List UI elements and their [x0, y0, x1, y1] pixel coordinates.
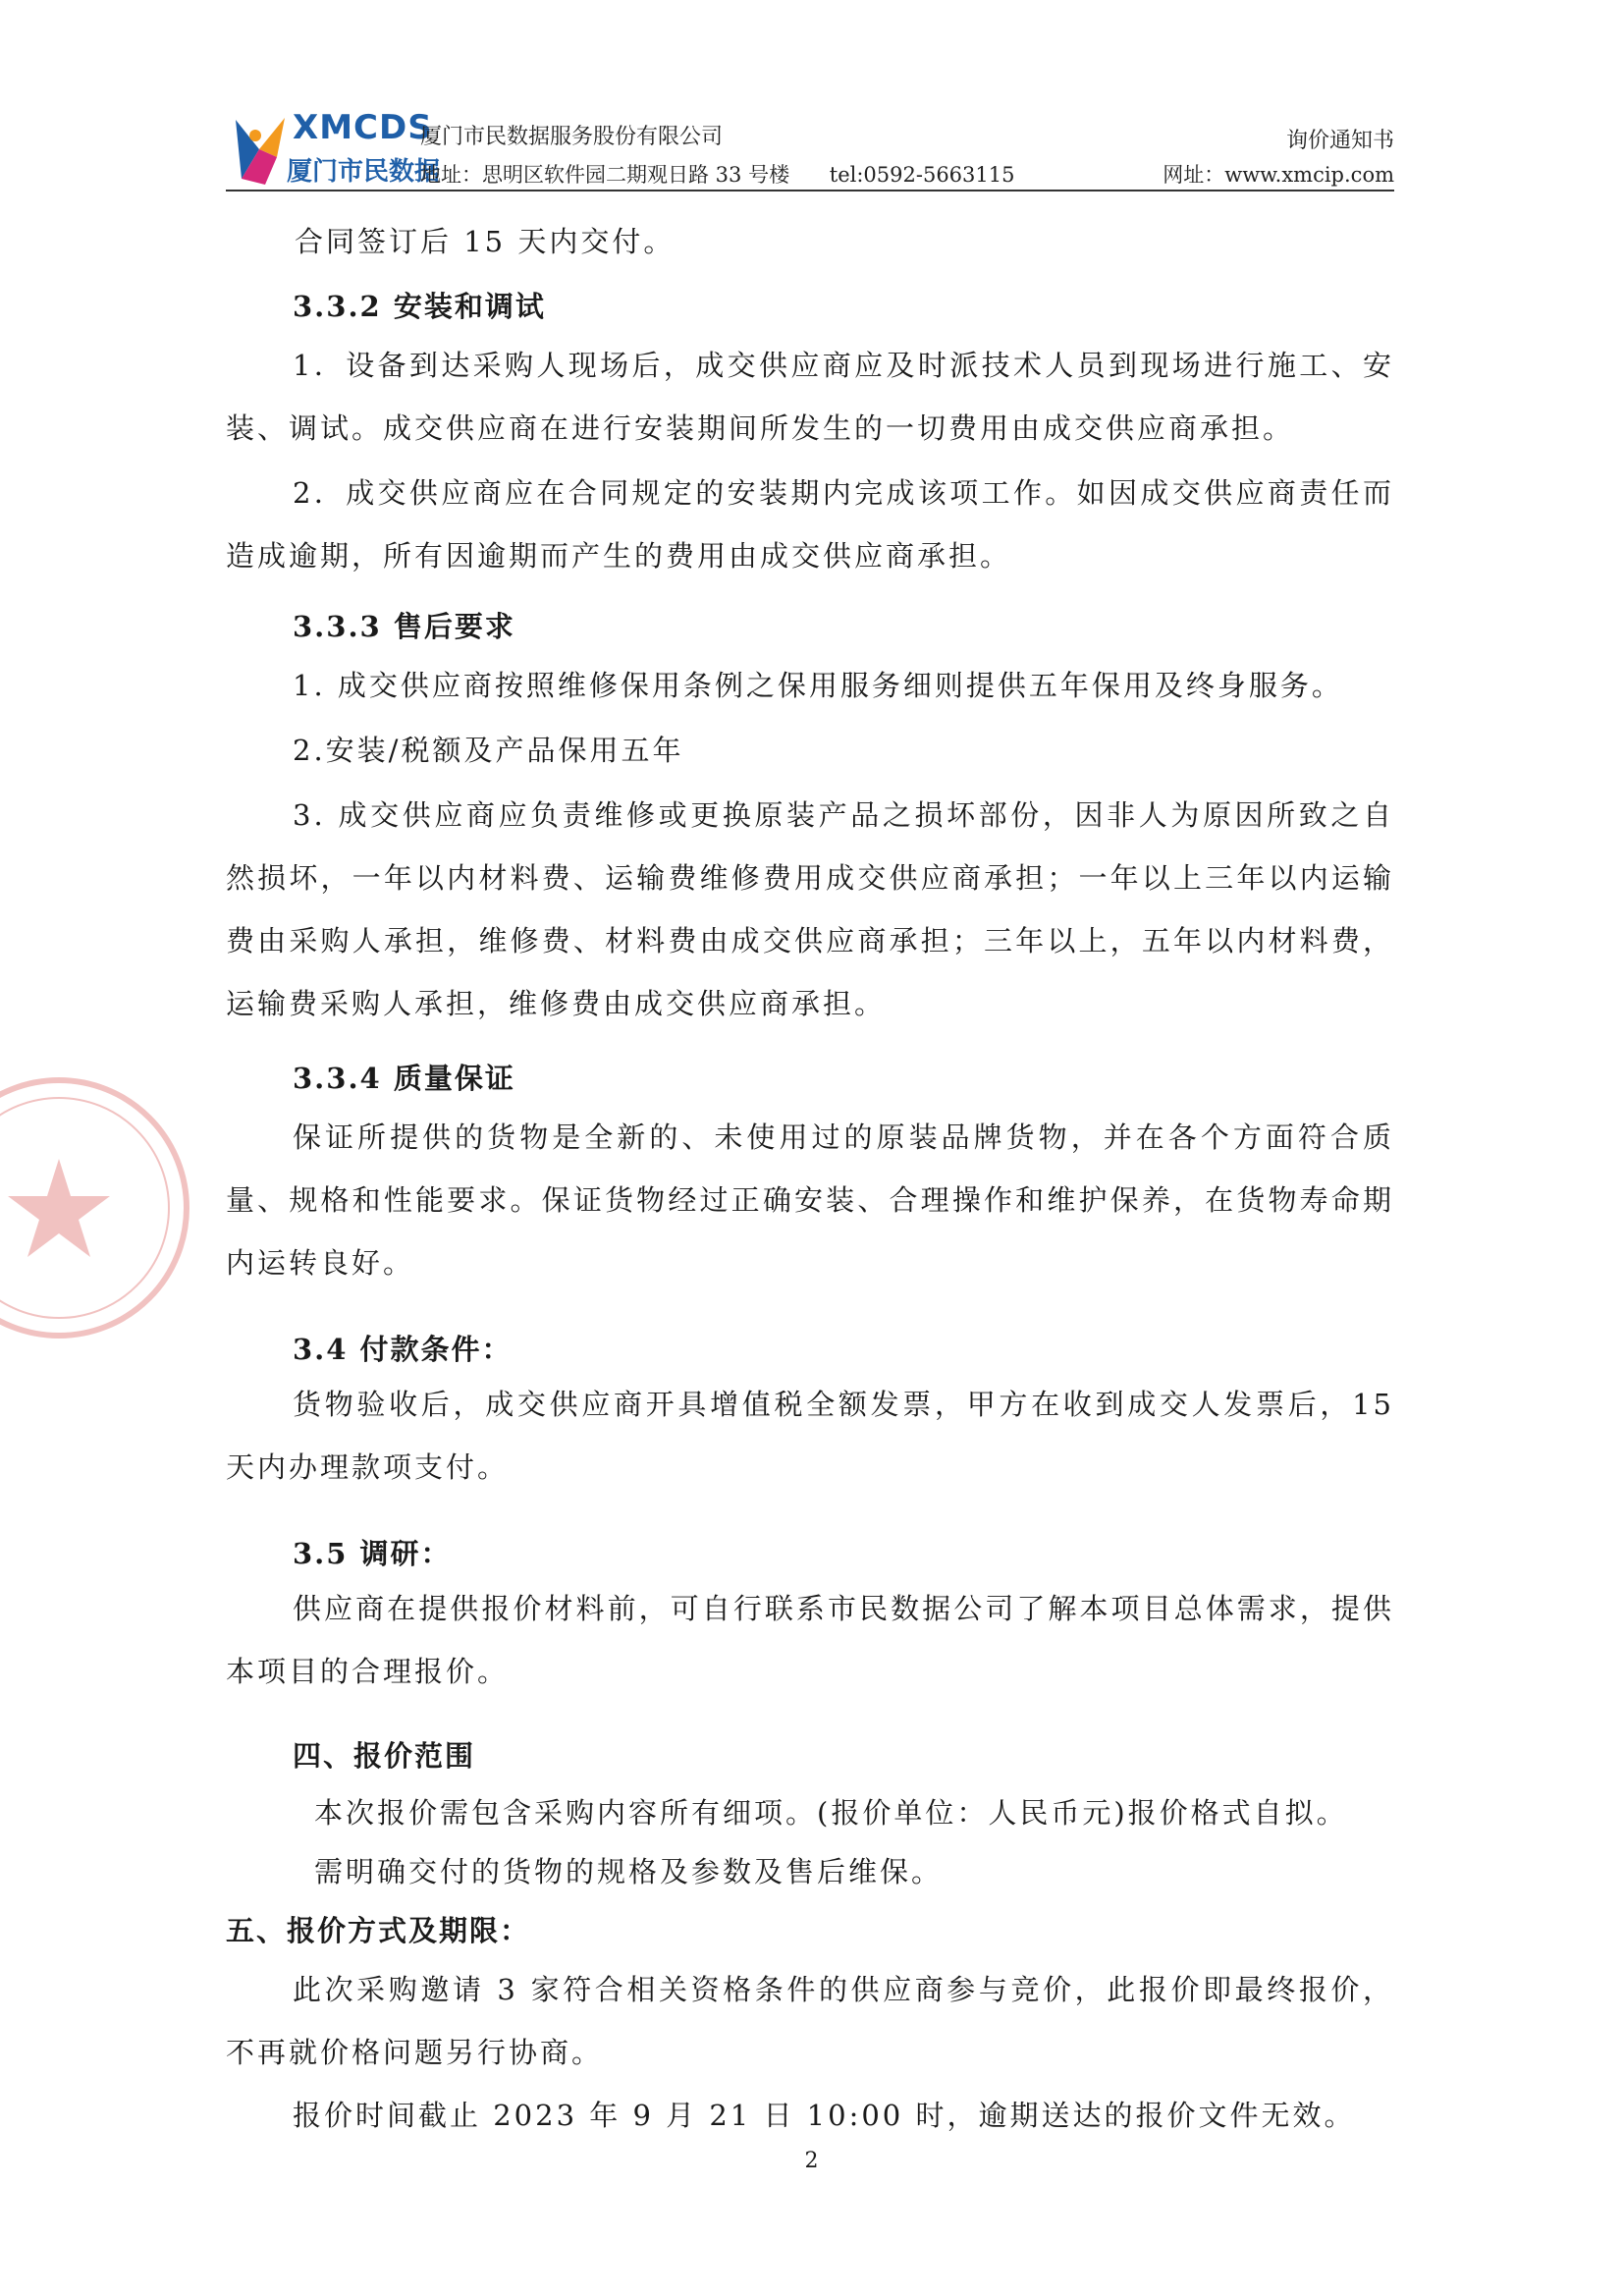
heading-3-4: 3.4 付款条件：: [293, 1333, 513, 1366]
company-logo: [226, 106, 441, 194]
company-address: 地址：思明区软件园二期观日路 33 号楼: [420, 163, 790, 187]
logo-text-en: XMCDS: [293, 108, 433, 147]
paragraph-3-4: 货物验收后，成交供应商开具增值税全额发票，甲方在收到成交人发票后，15 天内办理款项支付。: [226, 1388, 1394, 1484]
paragraph-3-3-2-1: 1．设备到达采购人现场后，成交供应商应及时派技术人员到现场进行施工、安装、调试。成交供应商在进行安装期间所发生的一切费用由成交供应商承担。: [226, 349, 1394, 445]
paragraph-3-3-4: 保证所提供的货物是全新的、未使用过的原装品牌货物，并在各个方面符合质量、规格和性能要求。保证货物经过正确安装、合理操作和维护保养，在货物寿命期内运转良好。: [226, 1121, 1394, 1280]
logo-mark-icon: [226, 110, 295, 189]
heading-3-3-4: 3.3.4 质量保证: [293, 1062, 515, 1095]
company-website: 网址：www.xmcip.com: [1163, 163, 1394, 187]
heading-section-5: 五、报价方式及期限：: [226, 1914, 531, 1947]
paragraph-3-3-3-3: 3. 成交供应商应负责维修或更换原装产品之损坏部份，因非人为原因所致之自然损坏，一年以内材料费、运输费维修费用成交供应商承担；一年以上三年以内运输费由采购人承担，维修费、材料费由成交供应商承担；三年以上，五年以内材料费，运输费采购人承担，维修费由成交供应商承担。: [226, 798, 1394, 1020]
paragraph-5-2: 报价时间截止 2023 年 9 月 21 日 10:00 时，逾期送达的报价文件无效。: [293, 2099, 1356, 2132]
paragraph-4-2: 需明确交付的货物的规格及参数及售后维保。: [314, 1855, 944, 1888]
paragraph-3-5: 供应商在提供报价材料前，可自行联系市民数据公司了解本项目总体需求，提供本项目的合理报价。: [226, 1592, 1394, 1688]
contact-line: [420, 159, 1049, 189]
document-type: 询价通知书: [1285, 129, 1394, 153]
company-seal-icon: [0, 1041, 196, 1375]
heading-3-5: 3.5 调研：: [293, 1537, 452, 1570]
heading-3-3-2: 3.3.2 安装和调试: [293, 290, 546, 323]
paragraph-3-3-2-2: 2．成交供应商应在合同规定的安装期内完成该项工作。如因成交供应商责任而造成逾期，所有因逾期而产生的费用由成交供应商承担。: [226, 476, 1394, 573]
paragraph-4-1: 本次报价需包含采购内容所有细项。(报价单位：人民币元)报价格式自拟。: [314, 1796, 1348, 1830]
header-divider: [226, 190, 1394, 191]
paragraph-3-3-3-2: 2.安装/税额及产品保用五年: [293, 734, 684, 767]
logo-text-cn: 厦门市民数据: [287, 157, 441, 187]
heading-section-4: 四、报价范围: [293, 1739, 476, 1773]
company-name: 厦门市民数据服务股份有限公司: [420, 125, 724, 149]
page-number: 2: [804, 2149, 819, 2173]
paragraph-3-3-3-1: 1. 成交供应商按照维修保用条例之保用服务细则提供五年保用及终身服务。: [293, 669, 1343, 702]
letterhead: [226, 106, 1394, 194]
paragraph-5-1: 此次采购邀请 3 家符合相关资格条件的供应商参与竞价，此报价即最终报价，不再就价格问题另行协商。: [226, 1973, 1394, 2069]
company-tel: tel:0592-5663115: [829, 163, 1015, 187]
heading-3-3-3: 3.3.3 售后要求: [293, 610, 515, 643]
paragraph-delivery: 合同签订后 15 天内交付。: [295, 225, 676, 258]
